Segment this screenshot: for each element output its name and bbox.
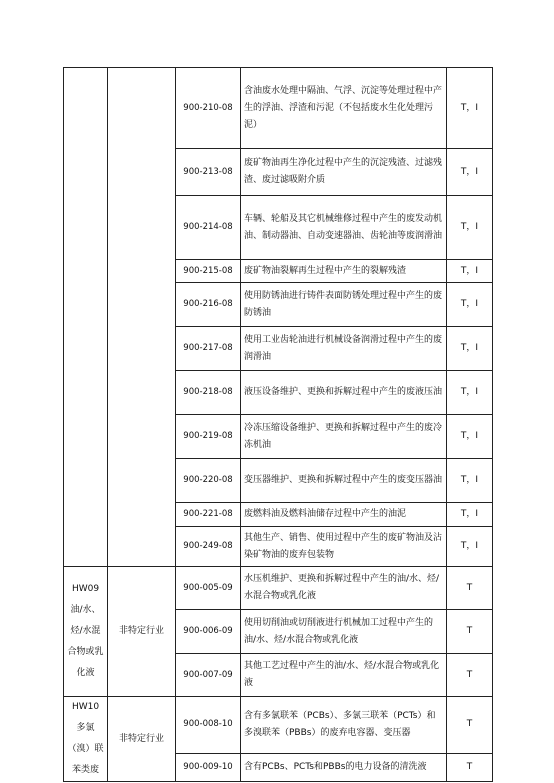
waste-description: 废矿物油再生净化过程中产生的沉淀残渣、过滤残渣、废过滤吸附介质 bbox=[241, 149, 447, 196]
category-cell: HW10 多氯（溴）联苯类废 bbox=[64, 697, 108, 782]
waste-description: 含有多氯联苯（PCBs）、多氯三联苯（PCTs）和多溴联苯（PBBs）的废弃电容器、变压器 bbox=[241, 697, 447, 754]
waste-description: 废燃料油及燃料油储存过程中产生的油泥 bbox=[241, 503, 447, 527]
waste-code: 900-210-08 bbox=[176, 68, 241, 149]
industry-cell: 非特定行业 bbox=[108, 697, 176, 782]
waste-description: 车辆、轮船及其它机械维修过程中产生的废发动机油、制动器油、自动变速器油、齿轮油等废润滑油 bbox=[241, 196, 447, 260]
hazard-characteristic: T，I bbox=[447, 196, 493, 260]
hazard-characteristic: T，I bbox=[447, 527, 493, 567]
hazard-characteristic: T，I bbox=[447, 459, 493, 503]
waste-code: 900-215-08 bbox=[176, 260, 241, 283]
waste-description: 使用防锈油进行铸件表面防锈处理过程中产生的废防锈油 bbox=[241, 283, 447, 327]
hazard-characteristic: T bbox=[447, 753, 493, 781]
waste-description: 变压器维护、更换和拆解过程中产生的废变压器油 bbox=[241, 459, 447, 503]
industry-cell: 非特定行业 bbox=[108, 567, 176, 697]
waste-code: 900-221-08 bbox=[176, 503, 241, 527]
waste-code: 900-006-09 bbox=[176, 610, 241, 654]
hazard-characteristic: T，I bbox=[447, 68, 493, 149]
waste-description: 其他工艺过程中产生的油/水、烃/水混合物或乳化液 bbox=[241, 654, 447, 697]
waste-description: 使用切削油或切削液进行机械加工过程中产生的油/水、烃/水混合物或乳化液 bbox=[241, 610, 447, 654]
waste-description: 水压机维护、更换和拆解过程中产生的油/水、烃/水混合物或乳化液 bbox=[241, 567, 447, 610]
table-row bbox=[64, 68, 493, 149]
waste-code: 900-213-08 bbox=[176, 149, 241, 196]
waste-code: 900-005-09 bbox=[176, 567, 241, 610]
waste-code: 900-217-08 bbox=[176, 327, 241, 371]
waste-description: 其他生产、销售、使用过程中产生的废矿物油及沾染矿物油的废弃包装物 bbox=[241, 527, 447, 567]
hazard-characteristic: T，I bbox=[447, 327, 493, 371]
hazard-characteristic: T，I bbox=[447, 283, 493, 327]
hazard-characteristic: T bbox=[447, 610, 493, 654]
hazard-characteristic: T bbox=[447, 567, 493, 610]
industry-cell bbox=[108, 68, 176, 567]
hazard-characteristic: T bbox=[447, 697, 493, 754]
waste-code: 900-219-08 bbox=[176, 415, 241, 459]
hazard-characteristic: T，I bbox=[447, 260, 493, 283]
waste-code: 900-009-10 bbox=[176, 753, 241, 781]
hazardous-waste-table bbox=[63, 67, 493, 782]
waste-code: 900-007-09 bbox=[176, 654, 241, 697]
hazard-characteristic: T，I bbox=[447, 371, 493, 415]
waste-description: 含油废水处理中隔油、气浮、沉淀等处理过程中产生的浮油、浮渣和污泥（不包括废水生化处理污泥） bbox=[241, 68, 447, 149]
waste-code: 900-214-08 bbox=[176, 196, 241, 260]
waste-code: 900-249-08 bbox=[176, 527, 241, 567]
category-cell: HW09 油/水、烃/水混合物或乳化液 bbox=[64, 567, 108, 697]
waste-description: 冷冻压缩设备维护、更换和拆解过程中产生的废冷冻机油 bbox=[241, 415, 447, 459]
waste-description: 含有PCBs、PCTs和PBBs的电力设备的清洗液 bbox=[241, 753, 447, 781]
hazard-characteristic: T，I bbox=[447, 503, 493, 527]
waste-code: 900-218-08 bbox=[176, 371, 241, 415]
waste-code: 900-220-08 bbox=[176, 459, 241, 503]
hazard-characteristic: T，I bbox=[447, 415, 493, 459]
hazard-characteristic: T bbox=[447, 654, 493, 697]
waste-code: 900-008-10 bbox=[176, 697, 241, 754]
table-row bbox=[64, 697, 493, 754]
waste-description: 液压设备维护、更换和拆解过程中产生的废液压油 bbox=[241, 371, 447, 415]
hazard-characteristic: T，I bbox=[447, 149, 493, 196]
waste-description: 使用工业齿轮油进行机械设备润滑过程中产生的废润滑油 bbox=[241, 327, 447, 371]
waste-code: 900-216-08 bbox=[176, 283, 241, 327]
waste-description: 废矿物油裂解再生过程中产生的裂解残渣 bbox=[241, 260, 447, 283]
table-row bbox=[64, 567, 493, 610]
category-cell bbox=[64, 68, 108, 567]
